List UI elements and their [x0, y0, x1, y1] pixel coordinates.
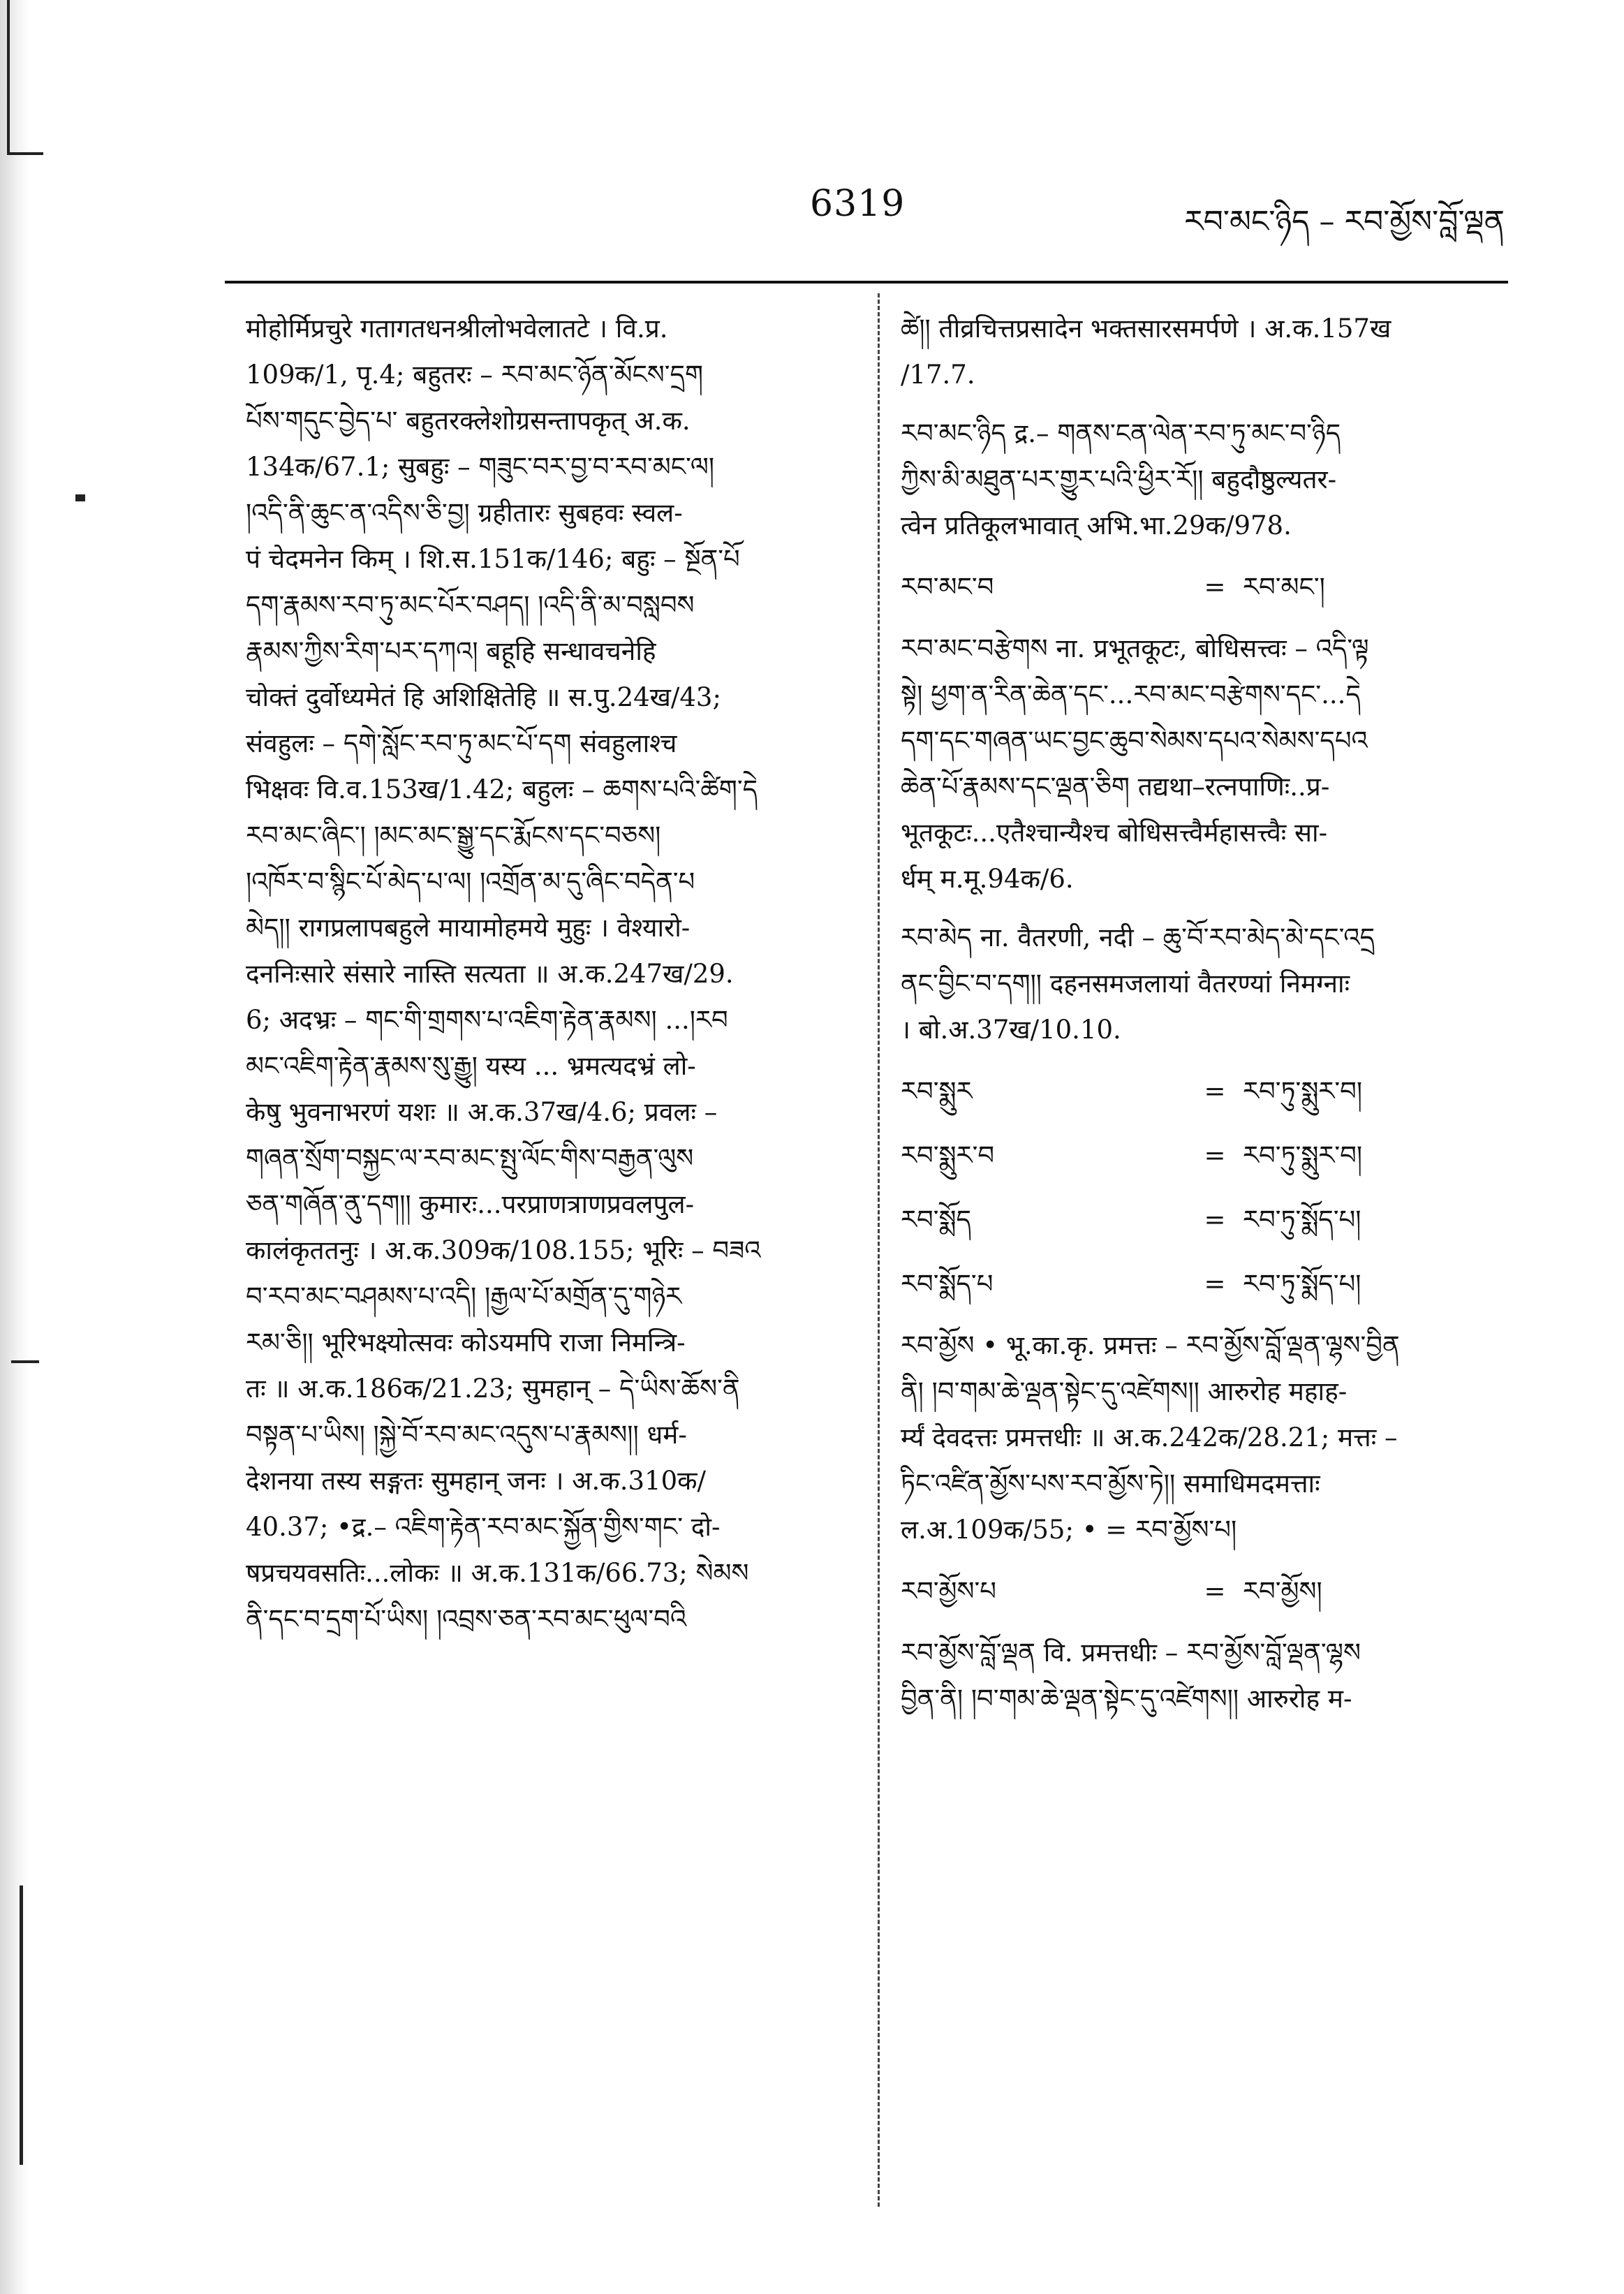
xref-target: རབ་མྱོས། — [1243, 1576, 1322, 1606]
xref-equals: = — [1204, 1140, 1226, 1170]
scan-mark — [7, 0, 10, 155]
text-line: ཅན་གཞོན་ནུ་དག།། कुमारः...परप्राणत्राणप्रवलपुल- — [246, 1189, 695, 1219]
text-line: मोहोर्मिप्रचुरे गतागतधनश्रीलोभवेलातटे । वि.प्र. — [246, 314, 668, 344]
xref-equals: = — [1204, 1576, 1226, 1606]
xref-headword: རབ་སྨོད་པ — [901, 1269, 994, 1299]
text-line: ཚེ།། तीव्रचित्तप्रसादेन भक्तसारसमर्पणे । अ.क.157ख — [901, 314, 1392, 344]
text-line: ནི་དང་བ་དྲག་པོ་ཡིས། །འབྲས་ཅན་རབ་མང་ཕུལ་བའི — [246, 1604, 687, 1634]
text-line: ཀྱིས་མི་མཐུན་པར་གྱུར་པའི་ཕྱིར་རོ།། बहुदौष्ठुल्यतर- — [901, 464, 1337, 494]
dictionary-entry — [901, 626, 1508, 902]
text-line: སྟེ། ཕྱག་ན་རིན་ཆེན་དང་...རབ་མང་བརྩེགས་དང་...དེ — [901, 679, 1361, 709]
dictionary-entry — [901, 411, 1508, 549]
text-line: कालंकृततनुः । अ.क.309क/108.155; भूरिः – བཟའ — [246, 1235, 761, 1265]
text-line: संवहुलः – དགེ་སློང་རབ་ཏུ་མང་པོ་དག संवहुलाश्च — [246, 728, 677, 758]
text-line: རབ་མེད ना. वैतरणी, नदी – ཆུ་བོ་རབ་མེད་མེ་དང་འདྲ — [901, 922, 1375, 953]
text-line: । बो.अ.37ख/10.10. — [901, 1015, 1121, 1045]
xref-equals: = — [1204, 1269, 1226, 1299]
dictionary-entry — [901, 915, 1508, 1053]
text-line: རྣམས་ཀྱིས་རིག་པར་དཀའ། बहूहि सन्धावचनेहि — [246, 636, 656, 666]
text-line: རབ་མང་བརྩེགས ना. प्रभूतकूटः, बोधिसत्त्वः – འདི་ལྟ — [901, 633, 1369, 663]
text-line: དག་རྣམས་རབ་ཏུ་མང་པོར་བཤད། །འདི་ནི་མ་བསླབས — [246, 590, 695, 620]
xref-target: རབ་ཏུ་སྨུར་བ། — [1243, 1076, 1363, 1106]
text-line: तः ॥ अ.क.186क/21.23; सुमहान् – དེ་ཡིས་ཆོས་ནི — [246, 1374, 740, 1404]
text-line: །འཁོར་བ་སྙིང་པོ་མེད་པ་ལ། །འགྲོན་མ་དུ་ཞིང་བདེན་པ — [246, 867, 695, 897]
text-line: དག་དང་གཞན་ཡང་བྱང་ཆུབ་སེམས་དཔའ་སེམས་དཔའ — [901, 726, 1368, 756]
text-line: 40.37; •द्र.– འཇིག་རྟེན་རབ་མང་སྐྱོན་གྱིས་གང་ दो- — [246, 1512, 721, 1542]
text-line: र्धम् म.मू.94क/6. — [901, 864, 1074, 894]
scan-mark — [11, 1360, 39, 1363]
text-line: षप्रचयवसतिः...लोकः ॥ अ.क.131क/66.73; སེམས — [246, 1558, 749, 1588]
cross-reference — [901, 1568, 1508, 1617]
page-number: 6319 — [810, 183, 906, 225]
text-line: 109क/1, पृ.4; बहुतरः – རབ་མང་ཉོན་མོངས་དྲག — [246, 360, 704, 390]
cross-reference — [901, 1261, 1508, 1310]
text-line: ནང་བྱིང་བ་དག།། दहनसमजलायां वैतरण्यां निमग्नाः — [901, 969, 1350, 999]
text-line: भूतकूटः...एतैश्चान्यैश्च बोधिसत्त्वैर्महासत्त्वैः सा- — [901, 818, 1328, 848]
text-line: བསྟན་པ་ཡིས། །སྐྱེ་བོ་རབ་མང་འདུས་པ་རྣམས།། धर्म- — [246, 1420, 687, 1450]
text-line: केषु भुवनाभरणं यशः ॥ अ.क.37ख/4.6; प्रवलः – — [246, 1097, 718, 1127]
scan-mark — [75, 494, 85, 501]
xref-headword: རབ་སྨུར — [901, 1076, 973, 1106]
text-line: /17.7. — [901, 360, 975, 390]
xref-target: རབ་མང་། — [1243, 572, 1325, 602]
text-line: གཞན་སྲོག་བསྐྱང་ལ་རབ་མང་སྤུ་ལོང་གིས་བརྒྱན་ལུས — [246, 1143, 694, 1173]
text-line: མང་འཇིག་རྟེན་རྣམས་སུ་རྒྱུ། यस्य ... भ्रमत्यदभ्रं लो- — [246, 1051, 696, 1081]
text-line: ཆེན་པོ་རྣམས་དང་ལྡན་ཅིག तद्यथा–रत्नपाणिः..प्र- — [901, 772, 1330, 802]
text-line: རབ་མྱོས་བློ་ལྡན वि. प्रमत्तधीः – རབ་མྱོས་བློ་ལྡན་ལྷས — [901, 1638, 1361, 1668]
scan-mark — [7, 152, 43, 155]
scan-binding-edge — [0, 0, 29, 2294]
xref-target: རབ་ཏུ་སྨོད་པ། — [1243, 1205, 1361, 1235]
scan-mark — [20, 1885, 23, 2165]
dictionary-entry — [901, 1323, 1508, 1553]
header-rule — [225, 281, 1508, 284]
text-line: पं चेदमनेन किम् । शि.स.151क/146; बहुः – སྔོན་པོ — [246, 544, 740, 574]
xref-headword: རབ་སྨུར་བ — [901, 1140, 995, 1170]
xref-target: རབ་ཏུ་སྨུར་བ། — [1243, 1140, 1363, 1170]
xref-headword: རབ་མྱོས་པ — [901, 1576, 996, 1606]
text-line: པོས་གདུང་བྱེད་པ་ बहुतरक्लेशोग्रसन्तापकृत् अ.क. — [246, 406, 691, 436]
text-line: བྱིན་ནི། །བ་གམ་ཆེ་ལྡན་སྟེང་དུ་འཛེགས།། आरुरोह म- — [901, 1684, 1352, 1714]
text-line: རབ་མྱོས • भू.का.कृ. प्रमत्तः – རབ་མྱོས་བློ་ལྡན་ལྷས་བྱིན — [901, 1330, 1400, 1360]
xref-equals: = — [1204, 1076, 1226, 1106]
xref-headword: རབ་སྨོད — [901, 1205, 971, 1235]
xref-headword: རབ་མང་བ — [901, 572, 994, 602]
xref-target: རབ་ཏུ་སྨོད་པ། — [1243, 1269, 1361, 1299]
left-column — [246, 306, 846, 1642]
text-line: རབ་མང་ཉིད द्र.– གནས་ངན་ལེན་རབ་ཏུ་མང་བ་ཉིད — [901, 418, 1341, 448]
text-line: 134क/67.1; सुबहुः – གཟུང་བར་བྱ་བ་རབ་མང་ལ། — [246, 452, 715, 482]
guide-words: རབ་མང་ཉིད – རབ་མྱོས་བློ་ལྡན — [1184, 204, 1505, 240]
text-line: ནི། །བ་གམ་ཆེ་ལྡན་སྟེང་དུ་འཛེགས།། आरुरोह महाह- — [901, 1376, 1348, 1406]
text-line: ल.अ.109क/55; • = རབ་མྱོས་པ། — [901, 1515, 1237, 1545]
xref-equals: = — [1204, 1205, 1226, 1235]
cross-reference — [901, 1068, 1508, 1117]
cross-reference — [901, 564, 1508, 613]
text-line: देशनया तस्य सङ्गतः सुमहान् जनः । अ.क.310क/ — [246, 1466, 706, 1496]
dictionary-entry — [901, 1630, 1508, 1722]
text-line: भिक्षवः वि.व.153ख/1.42; बहुलः – ཆགས་པའི་ཚིག་དེ — [246, 774, 758, 804]
text-line: त्वेन प्रतिकूलभावात् अभि.भा.29क/978. — [901, 510, 1292, 541]
text-line: རབ་མང་ཞིང་། །མང་མང་སྒྱུ་དང་རྨོངས་དང་བཅས། — [246, 821, 661, 851]
text-line: र्म्यं देवदत्तः प्रमत्तधीः ॥ अ.क.242क/28.21; मत्तः – — [901, 1422, 1398, 1453]
xref-equals: = — [1204, 572, 1226, 602]
right-column — [901, 306, 1508, 1722]
text-line: །འདི་ནི་ཆུང་ན་འདིས་ཅི་བྱ། ग्रहीतारः सुबहवः स्वल- — [246, 498, 683, 528]
text-line: चोक्तं दुर्वोध्यमेतं हि अशिक्षितेहि ॥ स.पु.24ख/43; — [246, 682, 721, 712]
text-line: 6; अदभ्रः – གང་གི་གྲགས་པ་འཇིག་རྟེན་རྣམས། ...།རབ — [246, 1005, 728, 1035]
text-line: ཏིང་འཛིན་མྱོས་པས་རབ་མྱོས་ཏེ།། समाधिमदमत्ताः — [901, 1469, 1320, 1499]
column-divider — [878, 293, 881, 2207]
text-line: མེད།། रागप्रलापबहुले मायामोहमये मुहुः । वेश्यारो- — [246, 913, 691, 943]
entry-continuation — [901, 306, 1508, 398]
text-line: རམ་ཅི།། भूरिभक्ष्योत्सवः कोऽयमपि राजा निमन्त्रि- — [246, 1328, 686, 1358]
text-line: བ་རབ་མང་བཤམས་པ་འདི། །རྒྱལ་པོ་མགྲོན་དུ་གཉེར — [246, 1281, 682, 1311]
cross-reference — [901, 1197, 1508, 1246]
text-line: दननिःसारे संसारे नास्ति सत्यता ॥ अ.क.247ख/29. — [246, 959, 734, 989]
cross-reference — [901, 1133, 1508, 1182]
